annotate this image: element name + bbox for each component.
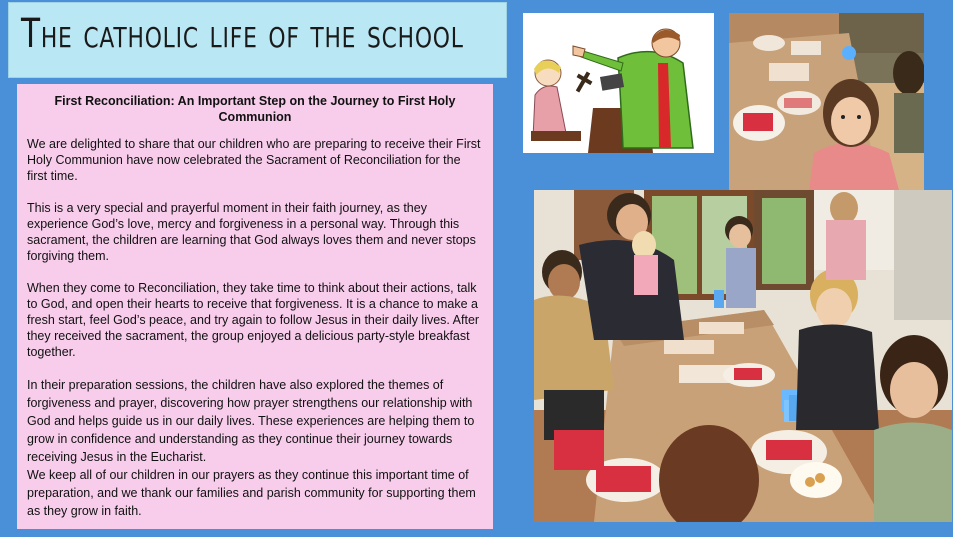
article-panel (17, 84, 493, 529)
article-paragraph: In their preparation sessions, the children have also explored the themes of forgiveness and prayer, discovering how prayer strengthens our relationship with God and helps guide us in our daily lives. These experiences are helping them to grow in confidence and understanding as they continue their journey towards receiving Jesus in the Eucharist. (27, 378, 475, 464)
article-heading: First Reconciliation: An Important Step on the Journey to First Holy Communion (54, 94, 456, 124)
article-paragraph: We are delighted to share that our children who are preparing to receive their First Holy Communion have now celebrated the Sacrament of Reconciliation for the first time. (27, 137, 481, 183)
page-title: The catholic life of the school (21, 11, 464, 57)
article-paragraph: This is a very special and prayerful moment in their faith journey, as they experience God’s love, mercy and forgiveness in a personal way. Through this sacrament, the children are learning that God always loves them and never stops forgiving them. (27, 201, 476, 263)
breakfast-photo-girl (729, 13, 924, 190)
article-paragraph: We keep all of our children in our prayers as they continue this important time of preparation, and we thank our families and parish community for supporting them as they grow in faith. (27, 468, 476, 518)
breakfast-photo-group (534, 190, 952, 522)
article-paragraph: When they come to Reconciliation, they take time to think about their actions, talk to God, and open their hearts to receive that forgiveness. It is a chance to make a fresh start, feel God’s peace, and try again to follow Jesus in their daily lives. After they received the sacrament, the group enjoyed a delicious party-style breakfast together. (27, 281, 480, 359)
title-banner (8, 2, 507, 78)
reconciliation-illustration (523, 13, 714, 153)
